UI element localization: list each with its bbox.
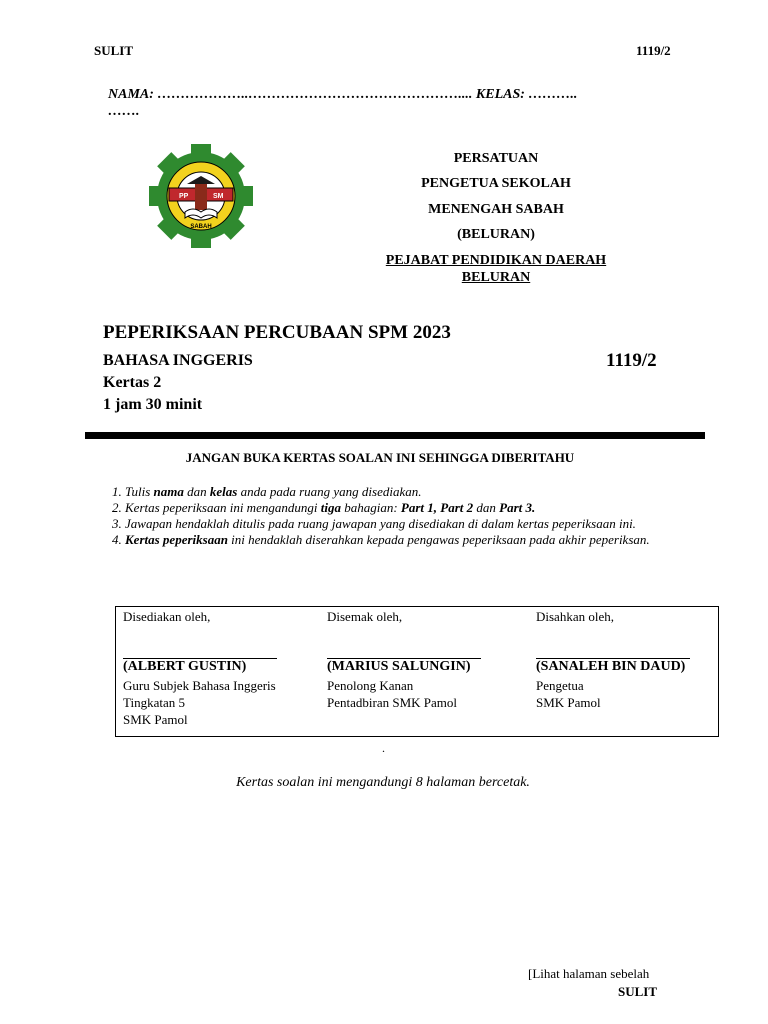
signature-label: Disediakan oleh, [123,609,211,624]
signature-label: Disahkan oleh, [536,609,614,624]
signature-label: Disemak oleh, [327,609,403,624]
gear-tooth [191,144,211,160]
signatory-name: (SANALEH BIN DAUD) [536,659,686,674]
tower-icon [195,184,207,210]
role-line: SMK Pamol [536,695,601,710]
name-class-line-continued: ……. [108,104,140,119]
instruction-text: kelas [209,484,238,499]
name-class-line: NAMA: ………………..……………………………………….... KELAS: ……….. [108,87,578,102]
ppsm-sabah-logo [139,142,263,250]
name-class-field [108,86,668,120]
instruction-text: Jawapan hendaklah ditulis pada ruang jawapan yang disediakan di dalam kertas peperiksaan ini. [125,516,636,531]
instruction-text: dan [183,484,210,499]
footer-classification: SULIT [618,984,658,999]
exam-title: PEPERIKSAAN PERCUBAAN SPM 2023 [103,322,451,343]
paper-number: Kertas 2 [103,374,162,391]
instruction-text: Kertas peperiksaan [125,532,228,547]
instruction-text: dan [473,500,500,515]
instruction-text: Part 1, Part 2 [400,500,474,515]
signatory-role [536,677,601,711]
logo-text-right: SM [213,193,224,200]
divider-rule [85,432,705,439]
warning-notice: JANGAN BUKA KERTAS SOALAN INI SEHINGGA DIBERITAHU [185,450,575,465]
instruction-text: tiga [320,500,341,515]
instruction-item [125,532,685,548]
instruction-item [125,500,685,516]
role-line: Penolong Kanan [327,678,414,693]
logo-text-left: PP [179,193,189,200]
gear-tooth [237,186,253,206]
instruction-text: Tulis [125,484,154,499]
instructions-list [108,484,685,548]
role-line: Pentadbiran SMK Pamol [327,695,457,710]
organisation-line-2: PENGETUA SEKOLAH [421,176,571,191]
instruction-item [125,484,685,500]
instruction-text: anda pada ruang yang disediakan. [237,484,422,499]
subject-name: BAHASA INGGERIS [103,352,253,369]
footer-see-next-page: [Lihat halaman sebelah [528,966,650,981]
page-count-note: Kertas soalan ini mengandungi 8 halaman bercetak. [236,775,530,790]
district-office-line-2: BELURAN [461,270,531,285]
role-line: Tingkatan 5 [123,695,185,710]
organisation-line-4: (BELURAN) [457,227,535,242]
gear-tooth [149,186,165,206]
role-line: Guru Subjek Bahasa Inggeris [123,678,276,693]
signatory-role [123,677,276,728]
instruction-text: nama [153,484,184,499]
header-classification: SULIT [94,43,134,58]
header-paper-code: 1119/2 [636,43,671,58]
district-office [370,252,622,286]
exam-duration: 1 jam 30 minit [103,396,203,413]
stray-dot: . [382,741,385,755]
subject-code: 1119/2 [606,350,657,371]
signatory-name: (ALBERT GUSTIN) [123,659,247,674]
role-line: SMK Pamol [123,712,188,727]
organisation-line-1: PERSATUAN [453,151,539,166]
district-office-line-1: PEJABAT PENDIDIKAN DAERAH [385,253,607,268]
instruction-item [125,516,685,532]
signature-table [115,606,719,737]
instruction-text: ini hendaklah diserahkan kepada pengawas peperiksaan pada akhir peperiksan. [227,532,650,547]
signatory-role [327,677,457,711]
signatory-name: (MARIUS SALUNGIN) [327,659,471,674]
role-line: Pengetua [536,678,584,693]
gear-tooth [191,232,211,248]
organisation-line-3: MENENGAH SABAH [428,202,564,217]
instruction-text: bahagian: [340,500,401,515]
instruction-text: Part 3. [499,500,536,515]
instruction-text: Kertas peperiksaan ini mengandungi [125,500,321,515]
logo-text-bottom: SABAH [190,224,212,230]
